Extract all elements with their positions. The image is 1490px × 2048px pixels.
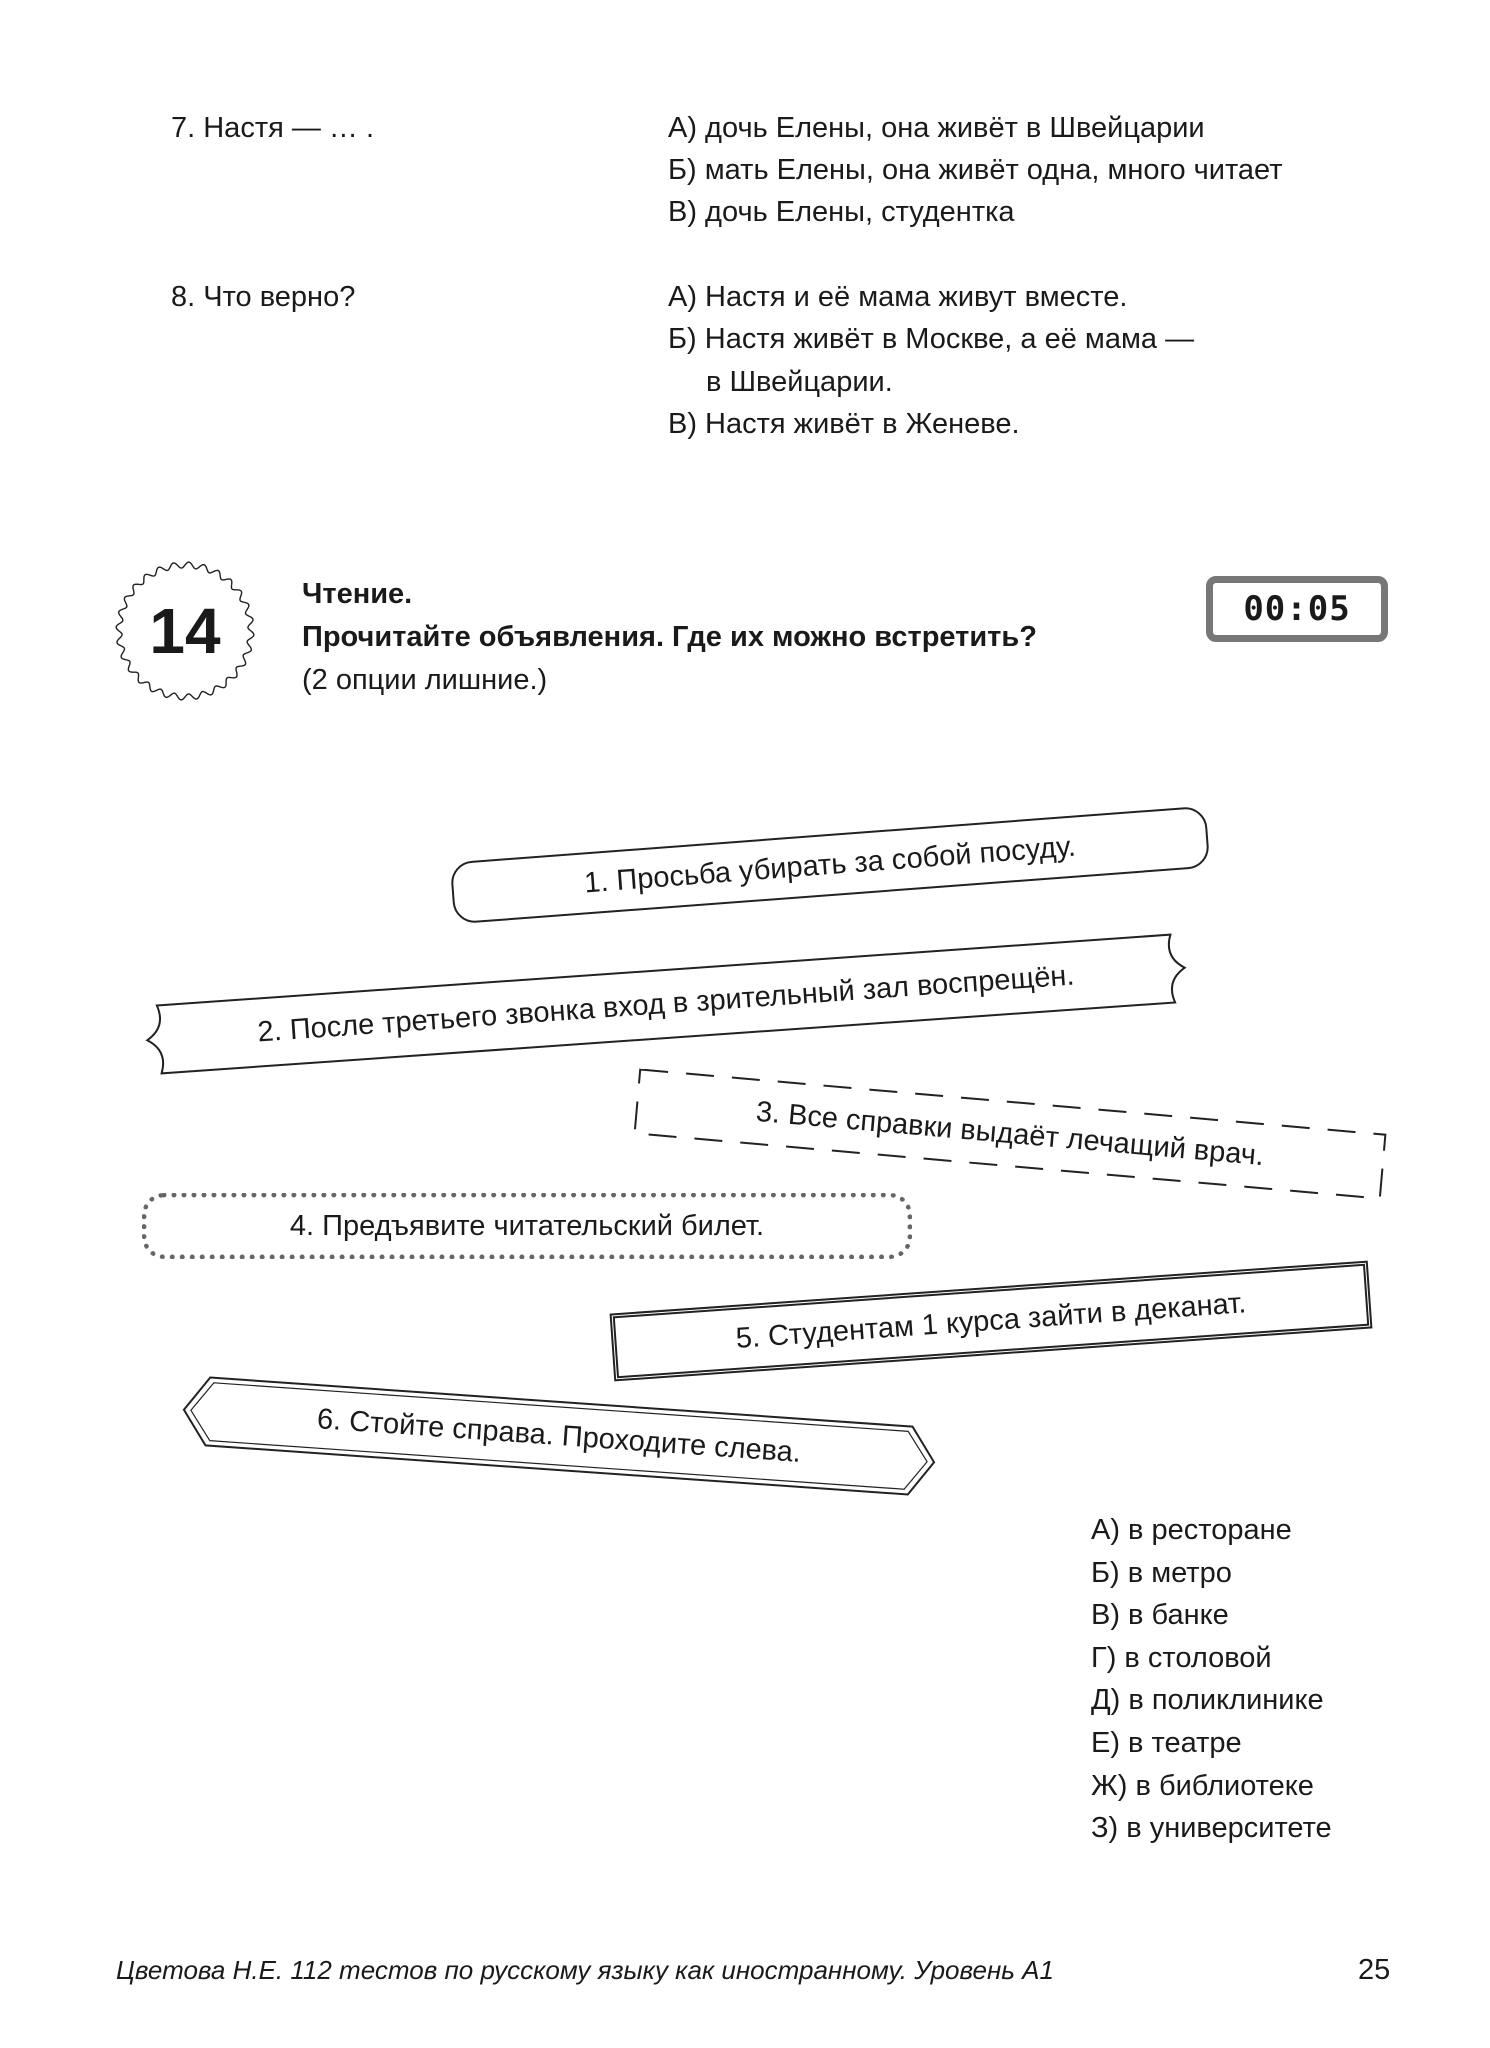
- place-option: Б) в метро: [1091, 1556, 1232, 1589]
- task-title: Чтение.: [302, 578, 413, 610]
- notice-card-6: [182, 1376, 937, 1496]
- question-7-option-c: В) дочь Елены, студентка: [668, 196, 1015, 228]
- notice-1-text: 1. Просьба убирать за собой посуду.: [583, 830, 1077, 899]
- notice-3-text: 3. Все справки выдаёт лечащий врач.: [754, 1095, 1266, 1172]
- place-option: Д) в поликлинике: [1091, 1684, 1324, 1717]
- notice-card-3: [634, 1068, 1387, 1199]
- question-8-option-a: А) Настя и её мама живут вместе.: [668, 281, 1128, 313]
- places-list: [1091, 1509, 1332, 1850]
- question-8-option-b-cont: в Швейцарии.: [706, 366, 893, 398]
- notice-5-text: 5. Студентам 1 курса зайти в деканат.: [734, 1286, 1248, 1355]
- notice-2-text: 2. После третьего звонка вход в зрительный зал воспрещён.: [256, 958, 1076, 1049]
- notice-4-text: 4. Предъявите читательский билет.: [289, 1209, 765, 1242]
- question-7-prompt: 7. Настя — … .: [171, 112, 375, 144]
- place-option: Ж) в библиотеке: [1091, 1769, 1314, 1802]
- task-number-badge: [114, 560, 256, 702]
- notice-card-2: [145, 934, 1187, 1074]
- task-number: 14: [149, 595, 221, 667]
- timer-value: 00:05: [1243, 589, 1351, 629]
- question-8-prompt: 8. Что верно?: [171, 281, 356, 313]
- place-option: Г) в столовой: [1091, 1641, 1272, 1674]
- footer-citation: Цветова Н.Е. 112 тестов по русскому языку как иностранному. Уровень А1: [116, 1955, 1054, 1985]
- notice-6-text: 6. Стойте справа. Проходите слева.: [316, 1402, 803, 1469]
- notice-card-5: [610, 1261, 1373, 1382]
- place-option: А) в ресторане: [1091, 1514, 1292, 1546]
- task-instruction: Прочитайте объявления. Где их можно встретить?: [302, 621, 1037, 653]
- place-option: З) в университете: [1091, 1812, 1332, 1845]
- task-note: (2 опции лишние.): [302, 664, 548, 696]
- place-option: В) в банке: [1091, 1599, 1229, 1632]
- question-7-option-a: А) дочь Елены, она живёт в Швейцарии: [668, 112, 1205, 144]
- place-option: Е) в театре: [1091, 1726, 1242, 1759]
- notice-card-1: [450, 806, 1211, 925]
- question-8-option-b: Б) Настя живёт в Москве, а её мама —: [668, 323, 1195, 355]
- question-8-option-c: В) Настя живёт в Женеве.: [668, 408, 1020, 440]
- question-7-option-b: Б) мать Елены, она живёт одна, много читает: [668, 154, 1283, 186]
- page-number: 25: [1358, 1954, 1391, 1986]
- notice-card-4: [142, 1193, 912, 1259]
- timer: [1206, 576, 1388, 642]
